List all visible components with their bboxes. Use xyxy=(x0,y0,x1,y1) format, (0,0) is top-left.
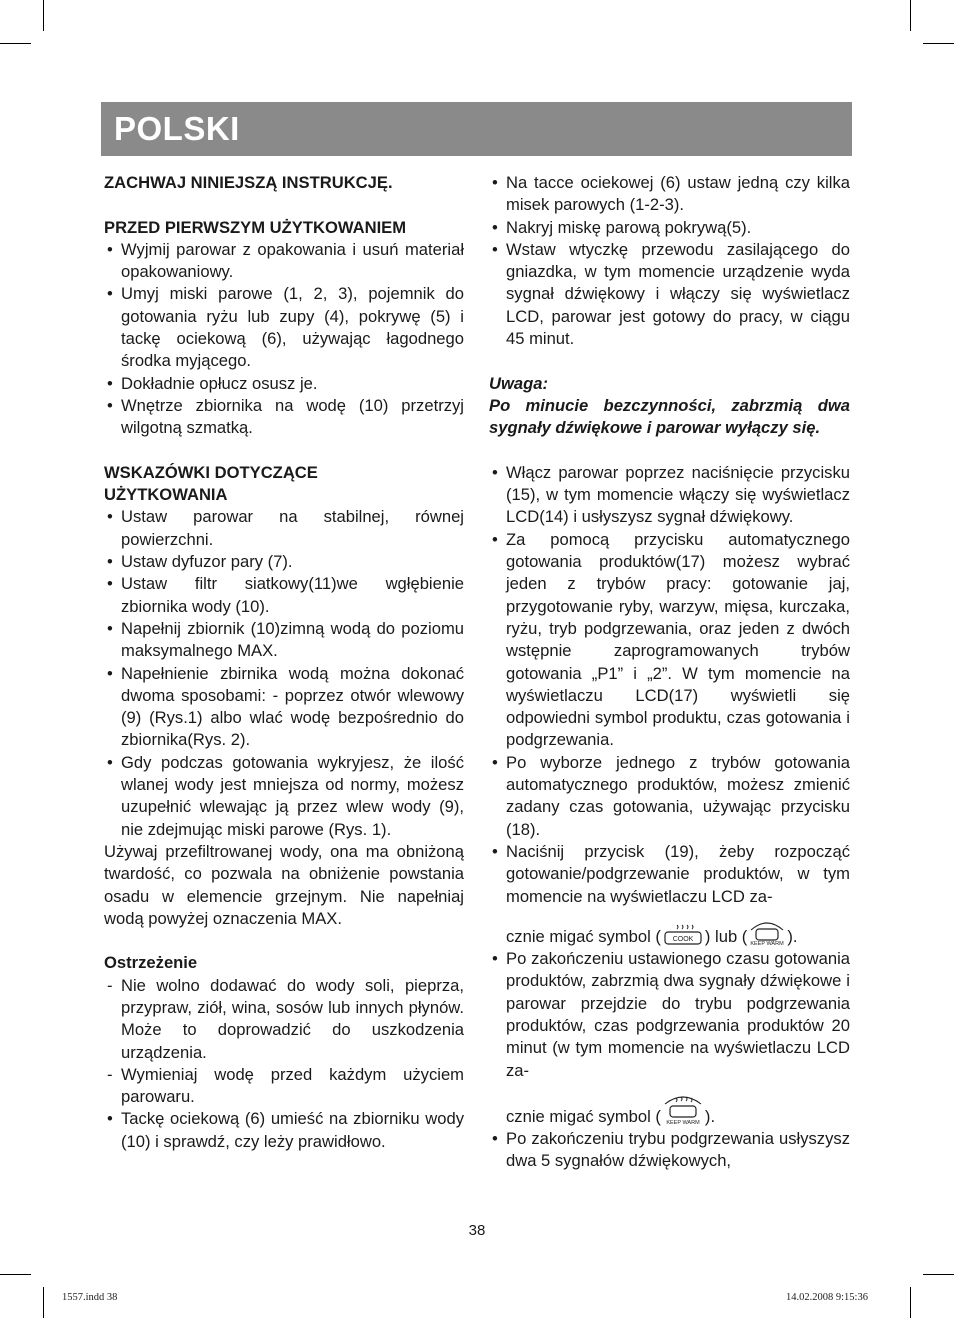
operation-steps-list xyxy=(489,462,850,1173)
cook-symbol-icon xyxy=(661,922,705,946)
crop-mark xyxy=(43,1287,44,1318)
list-item: • Po wyborze jednego z trybów gotowania automatycznego produktów, możesz zmienić zadany czas gotowania, używając przycisku (18). xyxy=(492,752,850,839)
warning-list xyxy=(104,975,464,1153)
list-item: • Tackę ociekową (6) umieść na zbiorniku wody (10) i sprawdź, czy leży prawidłowo. xyxy=(107,1109,464,1151)
keep-warm-symbol-icon xyxy=(747,916,787,946)
before-first-use-list xyxy=(104,239,464,440)
keep-instructions-heading: ZACHWAJ NINIEJSZĄ INSTRUKCJĘ. xyxy=(104,173,393,192)
language-title: POLSKI xyxy=(114,110,240,147)
crop-mark xyxy=(0,1274,31,1275)
crop-mark xyxy=(43,0,44,31)
language-header-bar xyxy=(101,102,852,156)
list-item: • Ustaw filtr siatkowy(11)we wgłębienie zbiornika wody (10). xyxy=(107,574,464,616)
list-item: • Dokładnie opłucz osusz je. xyxy=(107,373,318,393)
file-slug: 1557.indd 38 xyxy=(62,1292,118,1303)
svg-text:KEEP WARM: KEEP WARM xyxy=(666,1119,700,1126)
before-first-use-heading: PRZED PIERWSZYM UŻYTKOWANIEM xyxy=(104,217,407,237)
right-column xyxy=(489,172,850,1173)
list-item: • Po zakończeniu ustawionego czasu gotowania produktów, zabrzmią dwa sygnały dźwiękowe i parowar przejdzie do trybu podgrzewania produktów, czas podgrzewania produktów 20 minut (w tym momencie na wyświetlaczu LCD za- cznie migać symbol ( KEEP WARM ). xyxy=(492,949,850,1126)
keep-warm-steam-symbol-icon xyxy=(661,1090,705,1126)
left-column xyxy=(104,172,464,1153)
filtered-water-paragraph: Używaj przefiltrowanej wody, ona ma obniżoną twardość, co pozwala na obniżenie powstania osadu w elemencie grzejnym. Nie napełniaj wodą powyżej oznaczenia MAX. xyxy=(104,841,464,928)
list-item: • Napełnienie zbirnika wodą można dokonać dwoma sposobami: - poprzez otwór wlewowy (9) (Rys.1) albo wlać wodę bezpośrednio do zbiornika(Rys. 2). xyxy=(107,663,464,750)
page-number: 38 xyxy=(468,1222,486,1239)
note-text: Po minucie bezczynności, zabrzmią dwa sygnały dźwiękowe i parowar wyłączy się. xyxy=(489,395,850,438)
setup-steps-list xyxy=(489,172,850,350)
list-item: - Nie wolno dodawać do wody soli, pieprza, przypraw, ziół, wina, sosów lub innych płynów. Może to doprowadzić do uszkodzenia urządzenia. xyxy=(107,975,464,1062)
list-item: • Nakryj miskę parową pokrywą(5). xyxy=(492,217,752,237)
crop-mark xyxy=(910,1287,911,1318)
list-item: • Wstaw wtyczkę przewodu zasilającego do gniazdka, w tym momencie urządzenie wyda sygnał dźwiękowy i włączy się wyświetlacz LCD, parowar jest gotowy do pracy, w ciągu 45 minut. xyxy=(492,239,850,349)
usage-tips-list xyxy=(104,506,464,840)
list-item: • Wnętrze zbiornika na wodę (10) przetrzyj wilgotną szmatką. xyxy=(107,395,464,438)
crop-mark xyxy=(923,43,954,44)
list-item: - Wymieniaj wodę przed każdym użyciem parowaru. xyxy=(107,1064,464,1107)
date-slug: 14.02.2008 9:15:36 xyxy=(786,1292,868,1303)
list-item: • Po zakończeniu trybu podgrzewania usłyszysz dwa 5 sygnałów dźwiękowych, xyxy=(492,1129,850,1171)
list-item: • Umyj miski parowe (1, 2, 3), pojemnik do gotowania ryżu lub zupy (4), pokrywę (5) i tackę ociekową (6), używając łagodnego środka myjącego. xyxy=(107,284,464,371)
note-label: Uwaga: xyxy=(489,373,549,393)
list-item: • Za pomocą przycisku automatycznego gotowania produktów(17) możesz wybrać jeden z trybów pracy: gotowanie jaj, przygotowanie ryby, warzyw, mięsa, kurczaka, ryżu, tryb podgrzewania, oraz jeden z dwóch wstępnie zaprogramowanych trybów gotowania „P1” i „2”. W tym momencie na wyświetlaczu LCD(17) wyświetli się odpowiedni symbol produktu, czas gotowania i podgrzewania. xyxy=(492,529,850,750)
list-item: • Włącz parowar poprzez naciśnięcie przycisku (15), w tym momencie włączy się wyświetlacz LCD(14) i usłyszysz sygnał dźwiękowy. xyxy=(492,462,850,527)
list-item: • Ustaw parowar na stabilnej, równej powierzchni. xyxy=(107,507,464,549)
list-item: • Napełnij zbiornik (10)zimną wodą do poziomu maksymalnego MAX. xyxy=(107,618,464,661)
warning-heading: Ostrzeżenie xyxy=(104,953,198,973)
crop-mark xyxy=(923,1274,954,1275)
list-item: • Ustaw dyfuzor pary (7). xyxy=(107,552,293,572)
crop-mark xyxy=(0,43,31,44)
list-item: • Naciśnij przycisk (19), żeby rozpocząć gotowanie/podgrzewanie produktów, w tym momencie na wyświetlaczu LCD za- cznie migać symbol ( COOK ) lub ( KEEP WARM ). xyxy=(492,841,850,946)
list-item: • Wyjmij parowar z opakowania i usuń materiał opakowaniowy. xyxy=(107,239,464,282)
crop-mark xyxy=(910,0,911,31)
svg-text:KEEP WARM: KEEP WARM xyxy=(750,940,784,946)
svg-text:COOK: COOK xyxy=(672,935,694,943)
usage-tips-heading: WSKAZÓWKI DOTYCZĄCE UŻYTKOWANIA xyxy=(104,462,318,505)
list-item: • Gdy podczas gotowania wykryjesz, że ilość wlanej wody jest mniejsza od normy, możesz uzupełnić wlewając ją przez wlew wody (9), nie zdejmując miski parowe (Rys. 1). xyxy=(107,752,464,839)
list-item: • Na tacce ociekowej (6) ustaw jedną czy kilka misek parowych (1-2-3). xyxy=(492,173,850,215)
